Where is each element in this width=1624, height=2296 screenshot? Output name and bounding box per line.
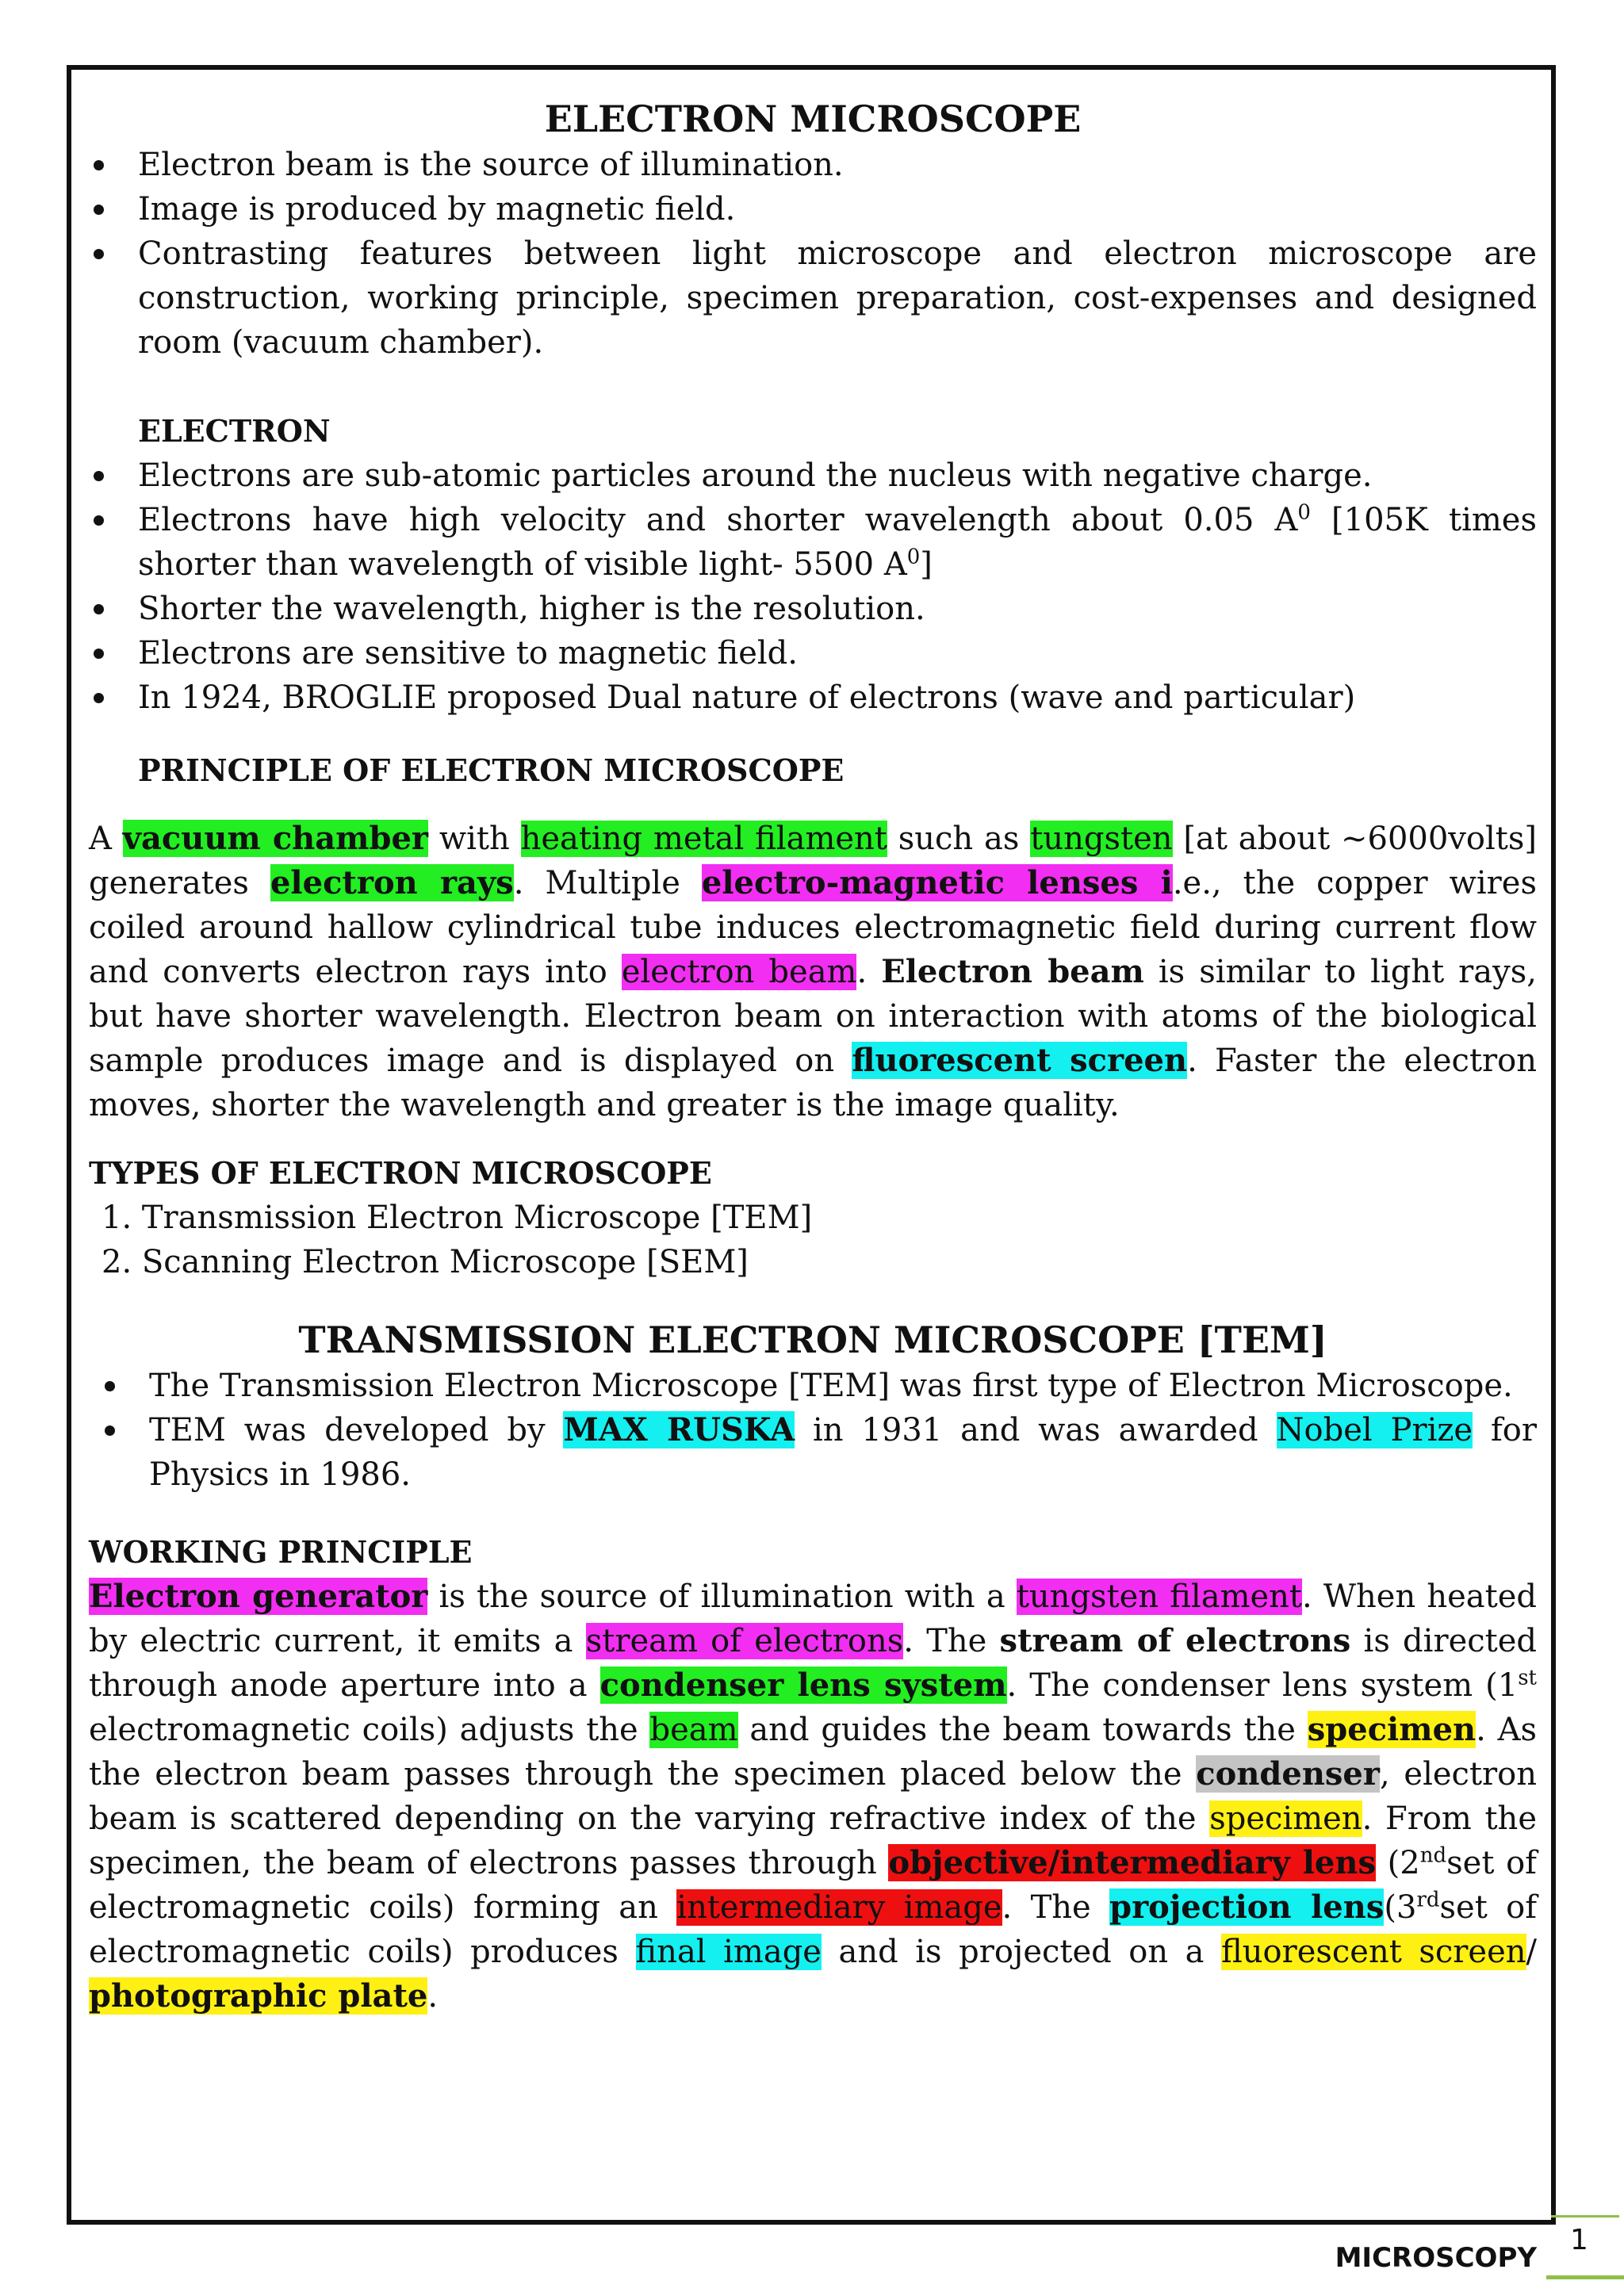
superscript: 0 xyxy=(906,545,921,569)
highlight-term: projection lens xyxy=(1109,1888,1385,1926)
text-run: with xyxy=(428,821,521,857)
document-body xyxy=(89,95,1537,2019)
highlight-term: Nobel Prize xyxy=(1276,1412,1473,1448)
highlight-term: heating metal filament xyxy=(520,821,887,857)
bullet-item xyxy=(89,1408,1537,1497)
page-number-rule-top xyxy=(1551,2215,1619,2218)
text-run: . xyxy=(856,954,882,990)
highlight-term: tungsten xyxy=(1030,821,1173,857)
highlight-term: electron rays xyxy=(270,864,514,901)
superscript: rd xyxy=(1416,1888,1440,1912)
highlight-term: intermediary image xyxy=(676,1889,1002,1926)
bullet-item: Image is produced by magnetic field. xyxy=(89,187,1537,232)
highlight-term: tungsten filament xyxy=(1016,1578,1303,1615)
highlight-term: condenser lens system xyxy=(599,1667,1007,1704)
text-run: . As the electron beam passes through the specimen placed below the xyxy=(89,1712,1538,1793)
tem-title: TRANSMISSION ELECTRON MICROSCOPE [TEM] xyxy=(298,1318,1327,1361)
text-run: is the source of illumination with a xyxy=(427,1578,1017,1615)
bullet-item: Contrasting features between light microscope and electron microscope are construction, working principle, specimen preparation, cost-expenses and designed room (vacuum chamber). xyxy=(89,232,1537,365)
principle-heading: PRINCIPLE OF ELECTRON MICROSCOPE xyxy=(138,752,845,788)
working-heading: WORKING PRINCIPLE xyxy=(89,1534,473,1570)
text-run: . The condenser lens system (1 xyxy=(1006,1667,1519,1704)
text-run: ] xyxy=(920,546,933,583)
text-run: . Faster the electron moves, shorter the wavelength and greater is the image quality. xyxy=(89,1043,1537,1123)
electron-heading: ELECTRON xyxy=(138,413,331,449)
page-number: 1 xyxy=(1570,2224,1588,2256)
footer-section-label: MICROSCOPY xyxy=(1335,2242,1537,2274)
superscript: 0 xyxy=(1297,500,1311,525)
list-item: 2. Scanning Electron Microscope [SEM] xyxy=(102,1244,749,1280)
page-title: ELECTRON MICROSCOPE xyxy=(544,98,1082,140)
text-run: [105K times shorter than wavelength of visible light- 5500 A xyxy=(138,502,1537,583)
highlight-term: condenser xyxy=(1196,1755,1380,1793)
highlight-term: specimen xyxy=(1209,1800,1362,1837)
bold-term: Electron beam xyxy=(881,953,1144,990)
highlight-term: stream of electrons xyxy=(585,1623,904,1659)
bullet-item: The Transmission Electron Microscope [TEM] was first type of Electron Microscope. xyxy=(89,1364,1537,1408)
electron-bullet-list xyxy=(89,453,1537,720)
bullet-item: Shorter the wavelength, higher is the resolution. xyxy=(89,587,1537,631)
bold-term: stream of electrons xyxy=(999,1622,1351,1659)
highlight-term: electron beam xyxy=(621,954,857,990)
text-run: . When heated by electric current, it emits a xyxy=(89,1578,1537,1659)
text-run: is similar to light rays, but have shorter wavelength. Electron beam on interaction with atoms of the biological sample produces image and is displayed on xyxy=(89,954,1537,1079)
highlight-term: MAX RUSKA xyxy=(563,1411,795,1448)
intro-bullet-list xyxy=(89,143,1537,365)
text-run: set of electromagnetic coils) forming an xyxy=(89,1845,1537,1926)
highlight-term: electro-magnetic lenses i xyxy=(701,864,1173,901)
text-run: Electrons have high velocity and shorter wavelength about 0.05 A xyxy=(138,502,1298,538)
types-heading: TYPES OF ELECTRON MICROSCOPE xyxy=(89,1155,712,1191)
text-run: A xyxy=(89,821,123,857)
bullet-item: In 1924, BROGLIE proposed Dual nature of electrons (wave and particular) xyxy=(89,675,1537,720)
bullet-item: Electron beam is the source of illumination. xyxy=(89,143,1537,187)
text-run: / xyxy=(1526,1934,1537,1970)
highlight-term: photographic plate xyxy=(89,1977,428,2015)
working-paragraph xyxy=(89,1575,1537,2019)
text-run: TEM was developed by xyxy=(149,1412,564,1448)
text-run: . The xyxy=(1002,1889,1110,1926)
text-run: , electron beam is scattered depending on the varying refractive index of the xyxy=(89,1756,1538,1837)
text-run: such as xyxy=(887,821,1031,857)
text-run: . xyxy=(427,1978,439,2015)
text-run: is directed through anode aperture into a xyxy=(89,1623,1537,1704)
text-run: [at about ~6000volts] generates xyxy=(89,821,1537,901)
highlight-term: fluorescent screen xyxy=(1221,1934,1526,1970)
highlight-term: Electron generator xyxy=(89,1578,428,1615)
highlight-term: specimen xyxy=(1307,1711,1477,1748)
highlight-term: objective/intermediary lens xyxy=(888,1844,1376,1881)
text-run: for Physics in 1986. xyxy=(149,1412,1537,1493)
text-run: set of electromagnetic coils) produces xyxy=(89,1889,1538,1970)
highlight-term: final image xyxy=(635,1934,822,1970)
page-number-rule-bottom xyxy=(1546,2275,1624,2279)
principle-paragraph xyxy=(89,817,1537,1127)
list-item: 1. Transmission Electron Microscope [TEM] xyxy=(102,1200,813,1236)
tem-bullet-list xyxy=(89,1364,1537,1497)
highlight-term: vacuum chamber xyxy=(122,820,428,857)
bullet-item: Electrons are sub-atomic particles around the nucleus with negative charge. xyxy=(89,453,1537,498)
text-run: and guides the beam towards the xyxy=(737,1712,1308,1748)
text-run: .e., the copper wires coiled around hallow cylindrical tube induces electromagnetic field during current flow and converts electron rays into xyxy=(89,865,1538,990)
text-run: in 1931 and was awarded xyxy=(795,1412,1277,1448)
highlight-term: beam xyxy=(649,1712,738,1748)
bullet-item: Electrons are sensitive to magnetic field. xyxy=(89,631,1537,675)
superscript: st xyxy=(1518,1666,1537,1690)
bullet-item xyxy=(89,498,1537,587)
superscript: nd xyxy=(1419,1843,1447,1868)
text-run: . The xyxy=(903,1623,1000,1659)
text-run: . From the specimen, the beam of electrons passes through xyxy=(89,1800,1537,1881)
text-run: (2 xyxy=(1375,1845,1420,1881)
text-run: (3 xyxy=(1384,1889,1417,1926)
highlight-term: fluorescent screen xyxy=(852,1042,1188,1079)
text-run: electromagnetic coils) adjusts the xyxy=(89,1712,650,1748)
types-list xyxy=(89,1196,1537,1284)
text-run: . Multiple xyxy=(513,865,702,901)
text-run: and is projected on a xyxy=(821,1934,1222,1970)
